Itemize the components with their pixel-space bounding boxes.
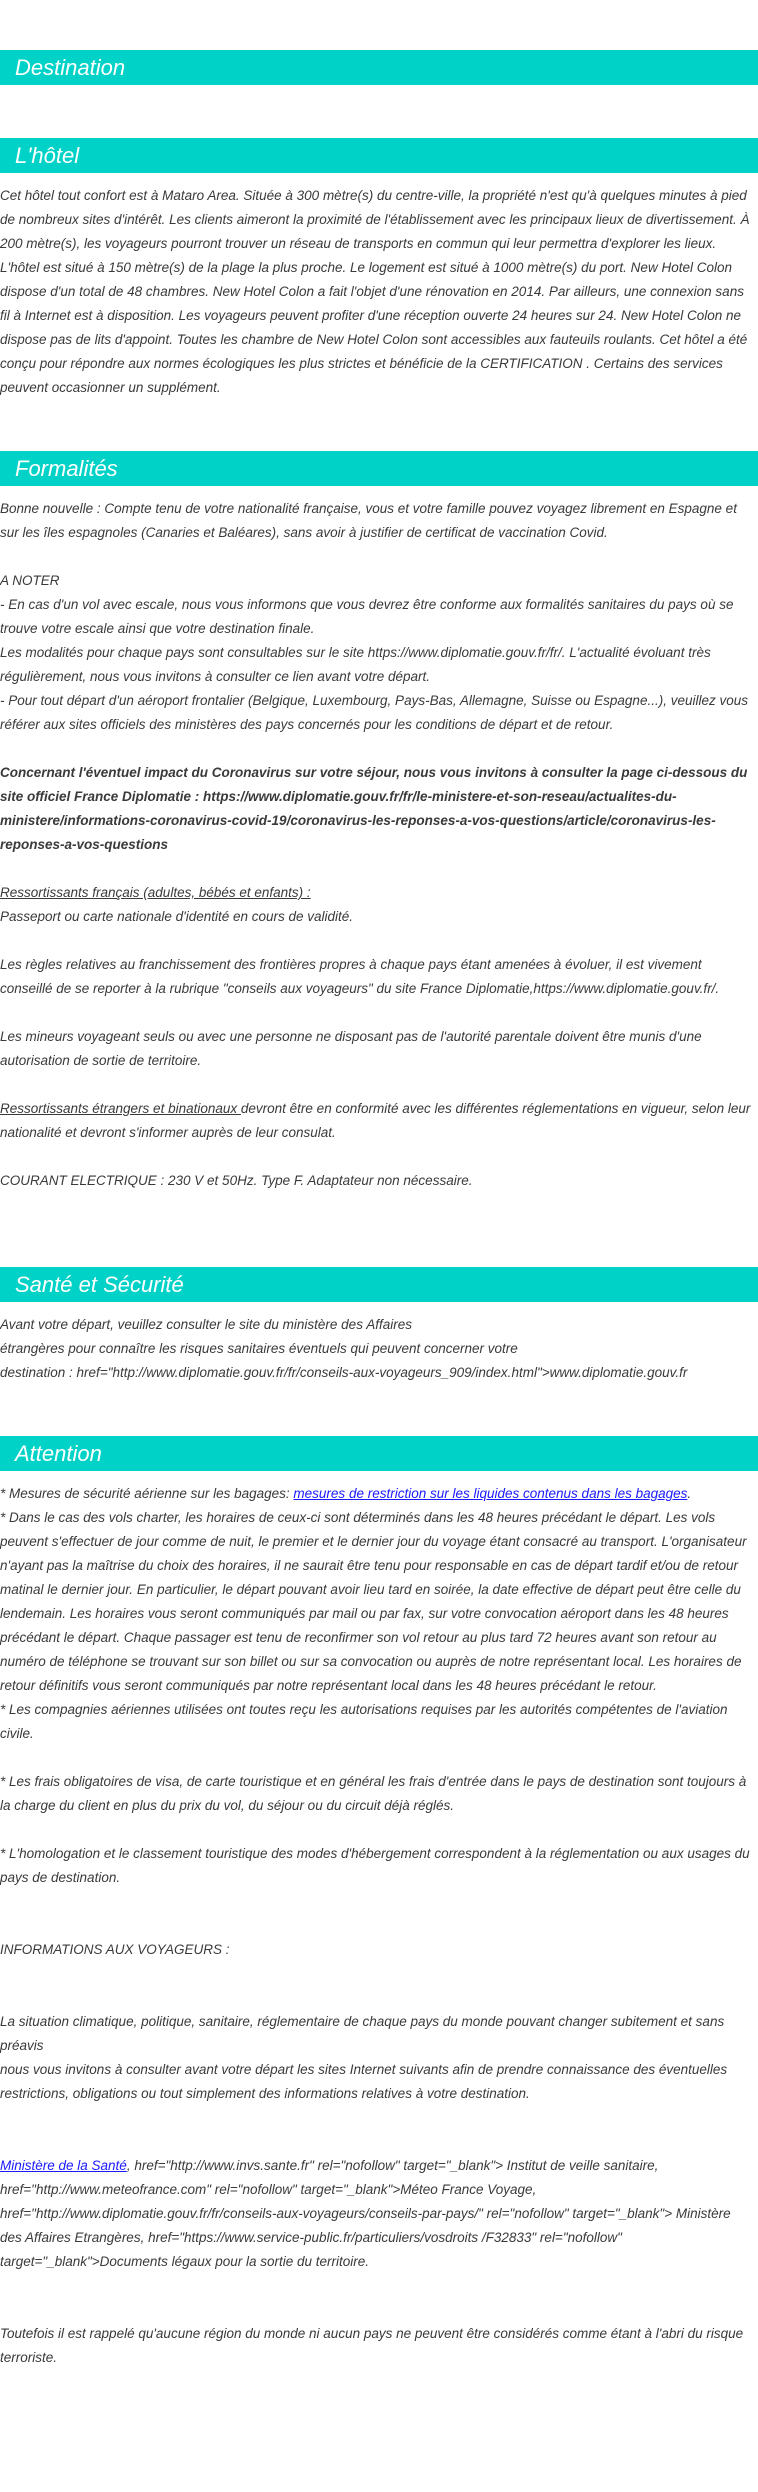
formalites-courant: COURANT ELECTRIQUE : 230 V et 50Hz. Type F. Adaptateur non nécessaire. xyxy=(0,1173,473,1188)
formalites-etrangers-title: Ressortissants étrangers et binationaux xyxy=(0,1101,241,1116)
formalites-ressortissants-fr-title: Ressortissants français (adultes, bébés et enfants) : xyxy=(0,885,311,900)
sante-content xyxy=(0,1313,758,1385)
attention-homologation: * L'homologation et le classement touristique des modes d'hébergement correspondent à la réglementation ou aux usages du pays de destination. xyxy=(0,1846,750,1885)
formalites-mineurs: Les mineurs voyageant seuls ou avec une personne ne disposant pas de l'autorité parentale doivent être munis d'une autorisation de sortie de territoire. xyxy=(0,1029,702,1068)
attention-links xyxy=(0,2154,756,2274)
attention-charter: * Dans le cas des vols charter, les horaires de ceux-ci sont déterminés dans les 48 heures précédant le départ. Les vols peuvent s'effectuer de jour comme de nuit, le premier et le dernier jour du voyage étant consacré au transport. L'organisateur n'ayant pas la maîtrise du choix des horaires, il ne saurait être tenu pour responsable en cas de départ tardif et/ou de retour matinal le dernier jour. En particulier, le départ pouvant avoir lieu tard en soirée, la date effective de départ peut être celle du lendemain. Les horaires vous seront communiqués par mail ou par fax, sur votre convocation aéroport dans les 48 heures précédant le départ. Chaque passager est tenu de reconfirmer son vol retour au plus tard 72 heures avant son retour au numéro de téléphone se trouvant sur son billet ou sur sa convocation ou auprès de notre représentant local. Les horaires de retour définitifs vous seront communiqués par notre représentant local dans les 48 heures précédant le retour. xyxy=(0,1510,747,1693)
attention-situation-1: La situation climatique, politique, sanitaire, réglementaire de chaque pays du monde pouvant changer subitement et sans préavis xyxy=(0,2014,725,2053)
attention-terrorisme: Toutefois il est rappelé qu'aucune région du monde ni aucun pays ne peuvent être considérés comme étant à l'abri du risque terroriste. xyxy=(0,2326,744,2365)
ministere-sante-link[interactable]: Ministère de la Santé xyxy=(0,2158,127,2173)
formalites-frontieres: Les règles relatives au franchissement des frontières propres à chaque pays étant amenées à évoluer, il est vivement conseillé de se reporter à la rubrique "conseils aux voyageurs" du site France Diplomatie,https://www.diplomatie.gouv.fr/. xyxy=(0,957,720,996)
formalites-etrangers xyxy=(0,1097,756,1145)
formalites-coronavirus: Concernant l'éventuel impact du Coronavirus sur votre séjour, nous vous invitons à consulter la page ci-dessous du site officiel France Diplomatie : https://www.diplomatie.gouv.fr/fr/le-ministere-et-son-reseau/actualites-du-ministere/informations-coronavirus-covid-19/coronavirus-les-reponses-a-vos-questions/article/coronavirus-les-reponses-a-vos-questions xyxy=(0,765,748,852)
liquides-restriction-link[interactable]: mesures de restriction sur les liquides contenus dans les bagages xyxy=(293,1486,688,1501)
formalites-note-escale: - En cas d'un vol avec escale, nous vous informons que vous devrez être conforme aux formalités sanitaires du pays où se trouve votre escale ainsi que votre destination finale. xyxy=(0,597,734,636)
formalites-note-title: A NOTER xyxy=(0,573,60,588)
formalites-note-frontalier: - Pour tout départ d'un aéroport frontalier (Belgique, Luxembourg, Pays-Bas, Allemagne, Suisse ou Espagne...), veuillez vous référer aux sites officiels des ministères des pays concernés pour les conditions de départ et de retour. xyxy=(0,693,748,732)
attention-info-title: INFORMATIONS AUX VOYAGEURS : xyxy=(0,1942,230,1957)
section-title-sante: Santé et Sécurité xyxy=(0,1267,758,1302)
section-title-destination: Destination xyxy=(0,50,758,85)
attention-frais: * Les frais obligatoires de visa, de carte touristique et en général les frais d'entrée dans le pays de destination sont toujours à la charge du client en plus du prix du vol, du séjour ou du circuit déjà réglés. xyxy=(0,1774,747,1813)
sante-line-2: étrangères pour connaître les risques sanitaires éventuels qui peuvent concerner votre xyxy=(0,1341,518,1356)
sante-line-3: destination : href="http://www.diplomatie.gouv.fr/fr/conseils-aux-voyageurs_909/index.html">www.diplomatie.gouv.fr xyxy=(0,1365,688,1380)
formalites-good-news: Bonne nouvelle : Compte tenu de votre nationalité française, vous et votre famille pouvez voyagez librement en Espagne et sur les îles espagnoles (Canaries et Baléares), sans avoir à justifier de certificat de vaccination Covid. xyxy=(0,501,737,540)
hotel-description xyxy=(0,184,758,400)
attention-content xyxy=(0,1482,758,2370)
formalites-note-modalites: Les modalités pour chaque pays sont consultables sur le site https://www.diplomatie.gouv.fr/fr/. L'actualité évoluant très régulièrement, nous vous invitons à consulter ce lien avant votre départ. xyxy=(0,645,711,684)
attention-links-rest: , href="http://www.invs.sante.fr" rel="nofollow" target="_blank"> Institut de veille sanitaire, href="http://www.meteofrance.com" rel="nofollow" target="_blank">Méteo France Voyage, href="http://www.diplomatie.gouv.fr/fr/conseils-aux-voyageurs/conseils-par-pays/" rel="nofollow" target="_blank"> Ministère des Affaires Etrangères, href="https://www.service-public.fr/particuliers/vosdroits /F32833" rel="nofollow" target="_blank">Documents légaux pour la sortie du territoire. xyxy=(0,2158,731,2269)
section-title-attention: Attention xyxy=(0,1436,758,1471)
sante-line-1: Avant votre départ, veuillez consulter le site du ministère des Affaires xyxy=(0,1317,412,1332)
hotel-text: Cet hôtel tout confort est à Mataro Area. Située à 300 mètre(s) du centre-ville, la propriété n'est qu'à quelques minutes à pied de nombreux sites d'intérêt. Les clients aimeront la proximité de l'établissement avec les principaux lieux de divertissement. À 200 mètre(s), les voyageurs pourront trouver un réseau de transports en commun qui leur permettra d'explorer les lieux. L'hôtel est situé à 150 mètre(s) de la plage la plus proche. Le logement est situé à 1000 mètre(s) du port. New Hotel Colon dispose d'un total de 48 chambres. New Hotel Colon a fait l'objet d'une rénovation en 2014. Par ailleurs, une connexion sans fil à Internet est à disposition. Les voyageurs peuvent profiter d'une réception ouverte 24 heures sur 24. New Hotel Colon ne dispose pas de lits d'appoint. Toutes les chambre de New Hotel Colon sont accessibles aux fauteuils roulants. Cet hôtel a été conçu pour répondre aux normes écologiques les plus strictes et bénéficie de la CERTIFICATION . Certains des services peuvent occasionner un supplément. xyxy=(0,188,750,395)
attention-situation-2: nous vous invitons à consulter avant votre départ les sites Internet suivants afin de prendre connaissance des éventuelles restrictions, obligations ou tout simplement des informations relatives à votre destination. xyxy=(0,2062,728,2101)
attention-bagages xyxy=(0,1482,756,1506)
attention-compagnies: * Les compagnies aériennes utilisées ont toutes reçu les autorisations requises par les autorités compétentes de l'aviation civile. xyxy=(0,1702,728,1741)
section-title-formalites: Formalités xyxy=(0,451,758,486)
formalites-ressortissants-fr-text: Passeport ou carte nationale d'identité en cours de validité. xyxy=(0,909,354,924)
formalites-content xyxy=(0,497,758,1193)
section-title-hotel: L'hôtel xyxy=(0,138,758,173)
formalites-etrangers-text: devront être en conformité avec les différentes réglementations en vigueur, selon leur nationalité et devront s'informer auprès de leur consulat. xyxy=(0,1101,751,1140)
attention-bagages-prefix: * Mesures de sécurité aérienne sur les bagages: xyxy=(0,1486,294,1501)
attention-bagages-suffix: . xyxy=(687,1486,692,1501)
